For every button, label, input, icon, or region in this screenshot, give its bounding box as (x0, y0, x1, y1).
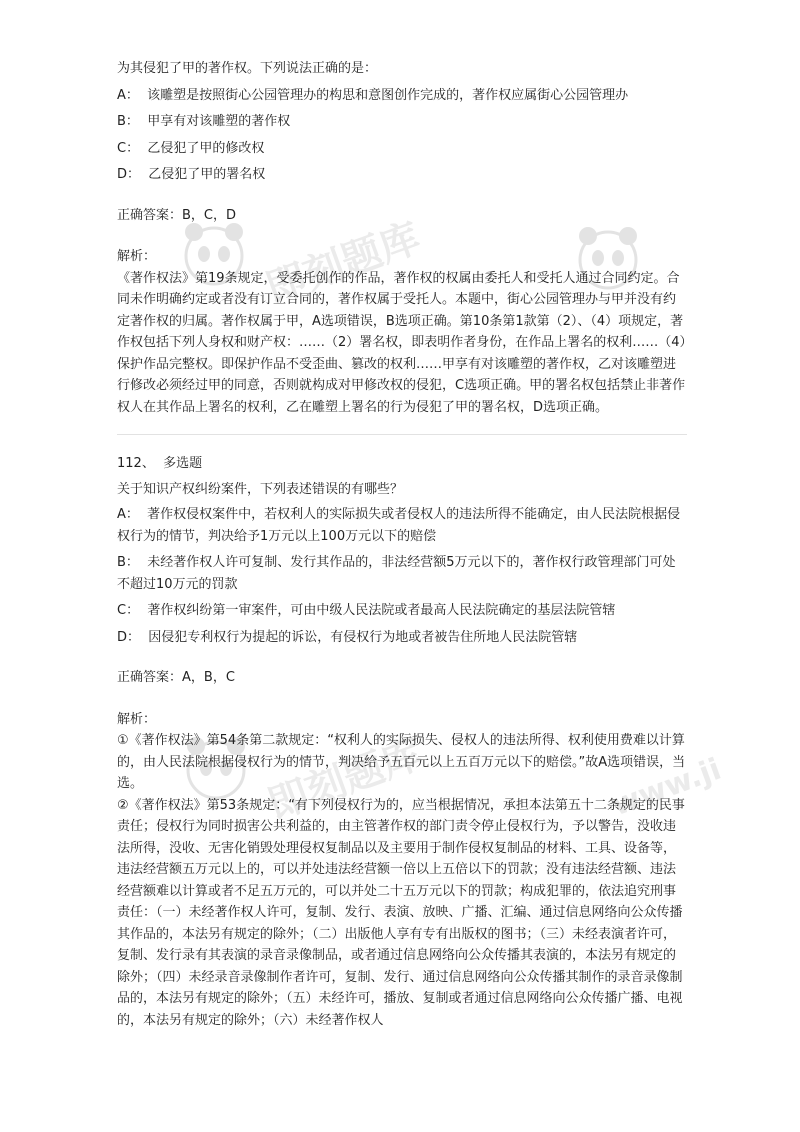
question-112-answer: 正确答案：A，B，C (117, 670, 235, 685)
question-111-options (117, 85, 687, 186)
watermark-text: www.ji (607, 751, 726, 824)
question-112-analysis-2: ②《著作权法》第53条规定：“有下列侵权行为的，应当根据情况，承担本法第五十二条规定的民事责任；侵权行为同时损害公共利益的，由主管著作权的部门责令停止侵权行为，予以警告，没收违法所得，没收、无害化销毁处理侵权复制品以及主要用于制作侵权复制品的材料、工具、设备等，违法经营额五万元以上的，可以并处违法经营额一倍以上五倍以下的罚款；没有违法经营额、违法经营额难以计算或者不足五万元的，可以并处二十五万元以下的罚款；构成犯罪的，依法追究刑事责任：（一）未经著作权人许可，复制、发行、表演、放映、广播、汇编、通过信息网络向公众传播其作品的，本法另有规定的除外；（二）出版他人享有专有出版权的图书；（三）未经表演者许可，复制、发行录有其表演的录音录像制品，或者通过信息网络向公众传播其表演的，本法另有规定的除外；（四）未经录音录像制作者许可，复制、发行、通过信息网络向公众传播其制作的录音录像制品的，本法另有规定的除外；（五）未经许可，播放、复制或者通过信息网络向公众传播广播、电视的，本法另有规定的除外；（六）未经著作权人 (117, 797, 685, 1028)
question-111-stem-tail: 为其侵犯了甲的著作权。下列说法正确的是： (117, 61, 378, 76)
option-a: A： 该雕塑是按照街心公园管理办的构思和意图创作完成的，著作权应属街心公园管理办 (117, 87, 629, 103)
option-b: B： 未经著作权人许可复制、发行其作品的，非法经营额5万元以下的，著作权行政管理部门可处不超过10万元的罚款 (117, 555, 676, 592)
option-b: B： 甲享有对该雕塑的著作权 (117, 114, 291, 129)
option-c: C： 乙侵犯了甲的修改权 (117, 140, 265, 156)
question-112-header: 112、 多选题 (117, 456, 203, 471)
question-112-options (117, 504, 687, 648)
option-d: D： 乙侵犯了甲的署名权 (117, 167, 266, 182)
question-112-analysis-label: 解析： (117, 711, 157, 727)
option-c: C： 著作权纠纷第一审案件，可由中级人民法院或者最高人民法院确定的基层法院管辖 (117, 603, 616, 618)
question-111-answer: 正确答案：B，C，D (117, 207, 237, 223)
question-112-analysis-1: ①《著作权法》第54条第二款规定：“权利人的实际损失、侵权人的违法所得、权利使用费难以计算的，由人民法院根据侵权行为的情节，判决给予五百元以上五百万元以下的赔偿。”故A选项错误，当选。 (117, 733, 686, 791)
option-d: D： 因侵犯专利权行为提起的诉讼，有侵权行为地或者被告住所地人民法院管辖 (117, 629, 578, 645)
question-111-analysis: 《著作权法》第19条规定，受委托创作的作品，著作权的权属由委托人和受托人通过合同约定。合同未作明确约定或者没有订立合同的，著作权属于受托人。本题中，街心公园管理办与甲并没有约定著作权的归属。著作权属于甲，A选项错误，B选项正确。第10条第1款第（2）、（4）项规定，著作权包括下列人身权和财产权：……（2）署名权，即表明作者身份，在作品上署名的权利……（4）保护作品完整权。即保护作品不受歪曲、篡改的权利……甲享有对该雕塑的著作权，乙对该雕塑进行修改必须经过甲的同意，否则就构成对甲修改权的侵犯，C选项正确。甲的署名权包括禁止非著作权人在其作品上署名的权利，乙在雕塑上署名的行为侵犯了甲的署名权，D选项正确。 (117, 270, 687, 415)
option-a: A： 著作权侵权案件中，若权利人的实际损失或者侵权人的违法所得不能确定，由人民法院根据侵权行为的情节，判决给予1万元以上100万元以下的赔偿 (117, 507, 681, 544)
watermark-text: 即刻题库 (262, 730, 429, 829)
question-112-stem: 关于知识产权纠纷案件，下列表述错误的有哪些？ (117, 481, 404, 497)
document-page (117, 58, 687, 1031)
section-divider (117, 434, 687, 435)
question-111-analysis-label: 解析： (117, 249, 157, 264)
watermark-text: 即刻题库 (260, 214, 427, 313)
